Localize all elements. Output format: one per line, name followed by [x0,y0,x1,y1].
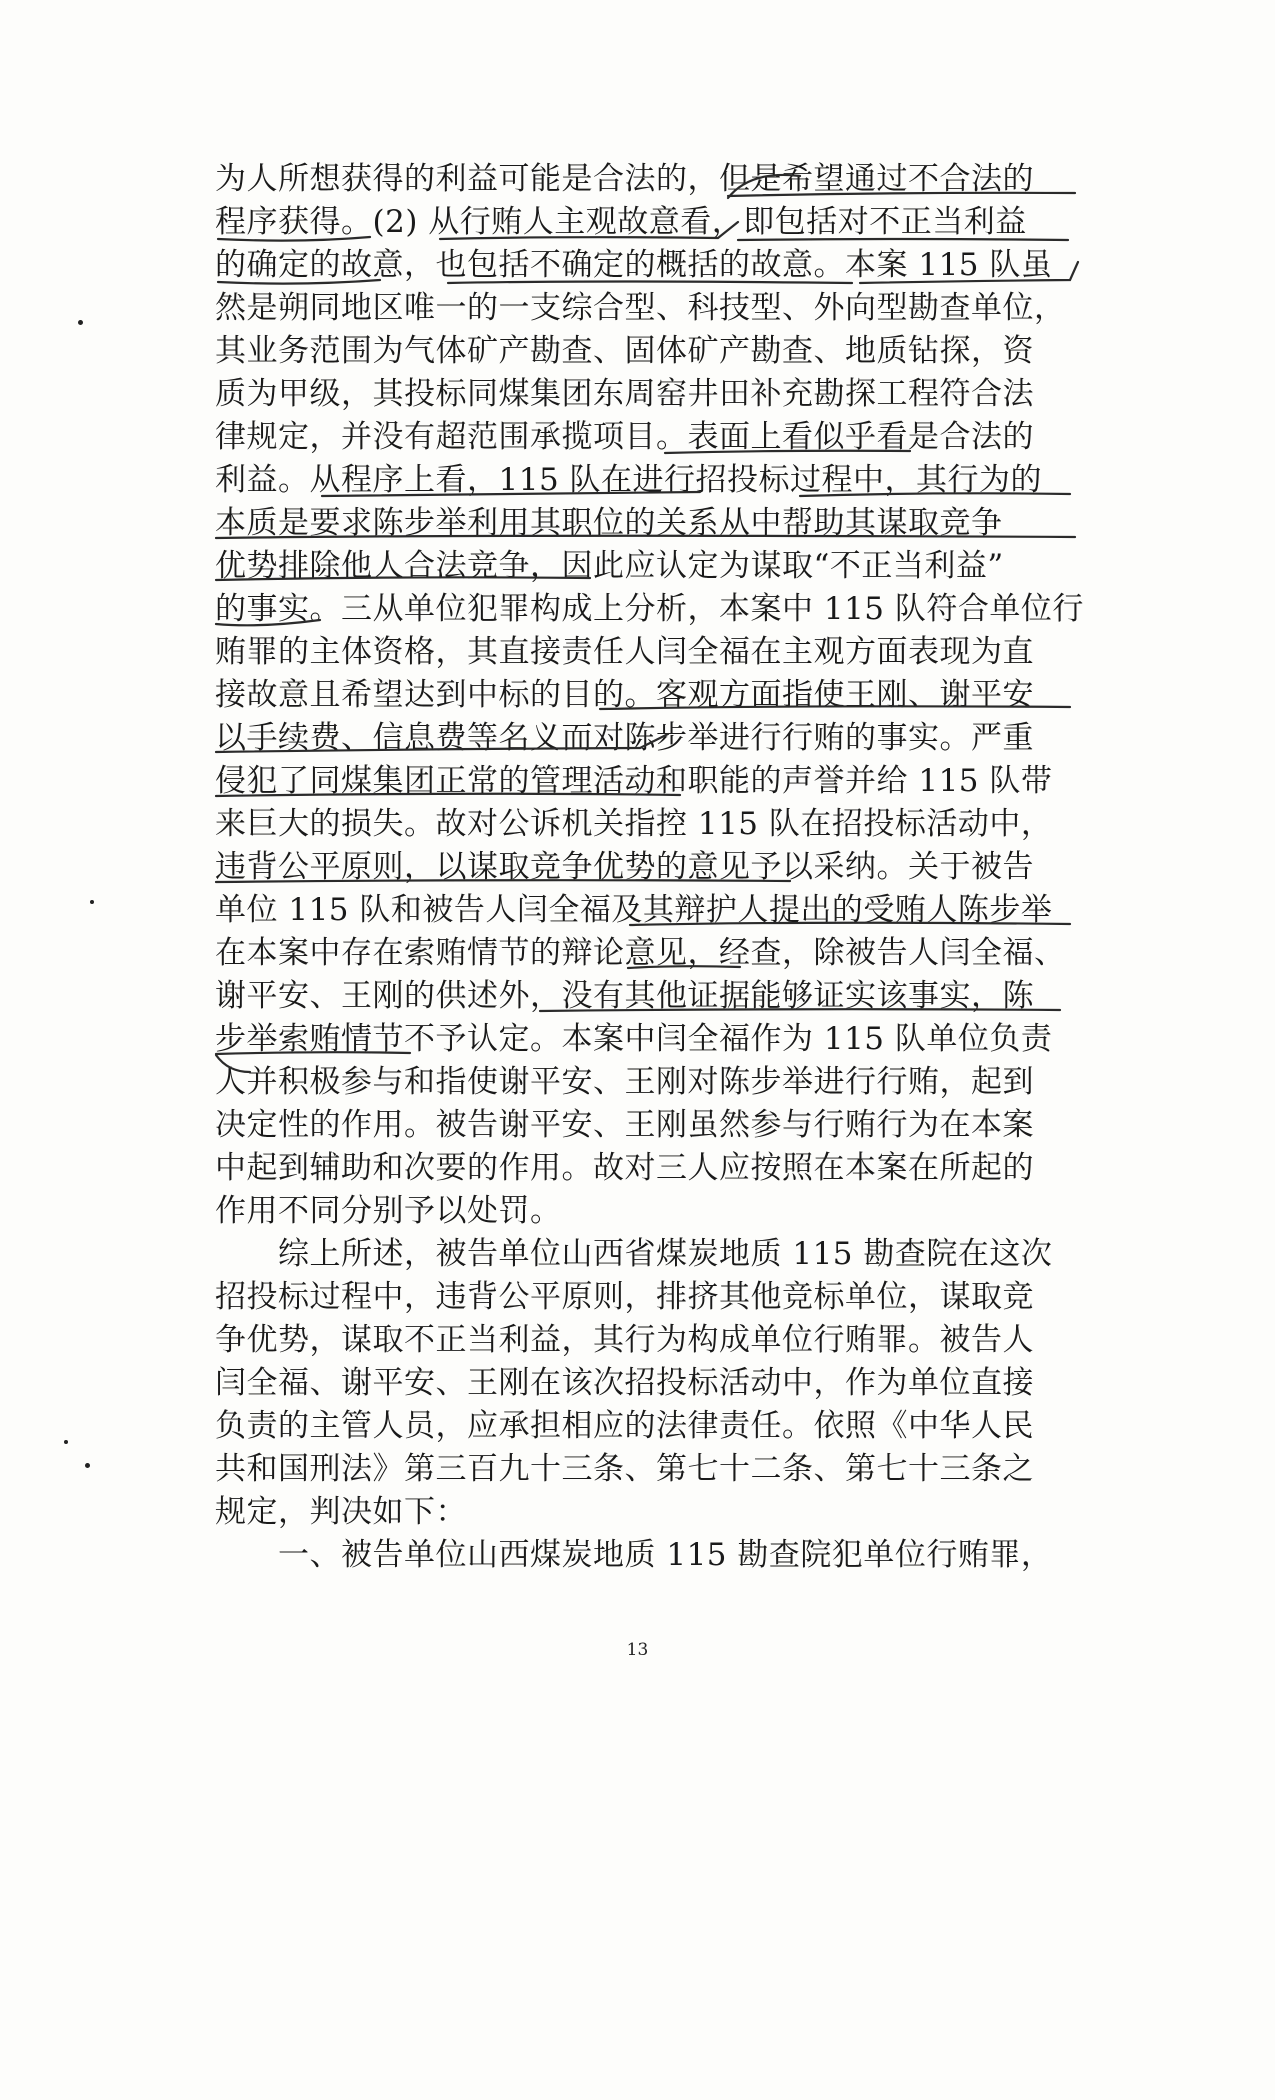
text-line: 负责的主管人员，应承担相应的法律责任。依照《中华人民 [215,1408,1034,1444]
scan-speck [90,900,94,904]
text-line: 然是朔同地区唯一的一支综合型、科技型、外向型勘查单位， [215,290,1066,326]
text-line: 决定性的作用。被告谢平安、王刚虽然参与行贿行为在本案 [215,1107,1034,1143]
text-line: 招投标过程中，违背公平原则，排挤其他竞标单位，谋取竞 [215,1279,1034,1315]
scan-speck [85,1463,90,1468]
text-line: 接故意且希望达到中标的目的。客观方面指使王刚、谢平安 [215,677,1034,713]
text-line: 违背公平原则，以谋取竞争优势的意见予以采纳。关于被告 [215,849,1034,885]
scan-speck [64,1440,68,1444]
text-line: 的事实。三从单位犯罪构成上分析，本案中 115 队符合单位行 [215,591,1084,627]
text-line: 一、被告单位山西煤炭地质 115 勘查院犯单位行贿罪， [215,1537,1053,1573]
page-number: 13 [626,1640,649,1660]
text-line: 本质是要求陈步举利用其职位的关系从中帮助其谋取竞争 [215,505,1003,541]
text-line: 来巨大的损失。故对公诉机关指控 115 队在招投标活动中， [215,806,1053,842]
text-line: 其业务范围为气体矿产勘查、固体矿产勘查、地质钻探，资 [215,333,1034,369]
text-line: 为人所想获得的利益可能是合法的，但是希望通过不合法的 [215,161,1034,197]
text-line: 综上所述，被告单位山西省煤炭地质 115 勘查院在这次 [215,1236,1053,1272]
text-line: 贿罪的主体资格，其直接责任人闫全福在主观方面表现为直 [215,634,1034,670]
text-line: 的确定的故意，也包括不确定的概括的故意。本案 115 队虽 [215,247,1053,283]
text-line: 在本案中存在索贿情节的辩论意见，经查，除被告人闫全福、 [215,935,1066,971]
text-line: 质为甲级，其投标同煤集团东周窑井田补充勘探工程符合法 [215,376,1034,412]
text-line: 规定，判决如下： [215,1494,467,1530]
text-line: 中起到辅助和次要的作用。故对三人应按照在本案在所起的 [215,1150,1034,1186]
scan-speck [78,320,83,325]
text-line: 闫全福、谢平安、王刚在该次招投标活动中，作为单位直接 [215,1365,1034,1401]
text-line: 作用不同分别予以处罚。 [215,1193,562,1229]
text-line: 谢平安、王刚的供述外，没有其他证据能够证实该事实，陈 [215,978,1034,1014]
text-line: 争优势，谋取不正当利益，其行为构成单位行贿罪。被告人 [215,1322,1034,1358]
text-line: 利益。从程序上看，115 队在进行招投标过程中，其行为的 [215,462,1043,498]
text-line: 程序获得。(2) 从行贿人主观故意看，即包括对不正当利益 [215,204,1027,240]
text-line: 以手续费、信息费等名义而对陈步举进行行贿的事实。严重 [215,720,1034,756]
text-line: 共和国刑法》第三百九十三条、第七十二条、第七十三条之 [215,1451,1034,1487]
text-line: 律规定，并没有超范围承揽项目。表面上看似乎看是合法的 [215,419,1034,455]
text-line: 步举索贿情节不予认定。本案中闫全福作为 115 队单位负责 [215,1021,1053,1057]
text-line: 侵犯了同煤集团正常的管理活动和职能的声誉并给 115 队带 [215,763,1053,799]
body-text [215,158,1085,1577]
text-line: 单位 115 队和被告人闫全福及其辩护人提出的受贿人陈步举 [215,892,1053,928]
text-line: 优势排除他人合法竞争，因此应认定为谋取“不正当利益” [215,548,1004,584]
text-line: 人并积极参与和指使谢平安、王刚对陈步举进行行贿，起到 [215,1064,1034,1100]
